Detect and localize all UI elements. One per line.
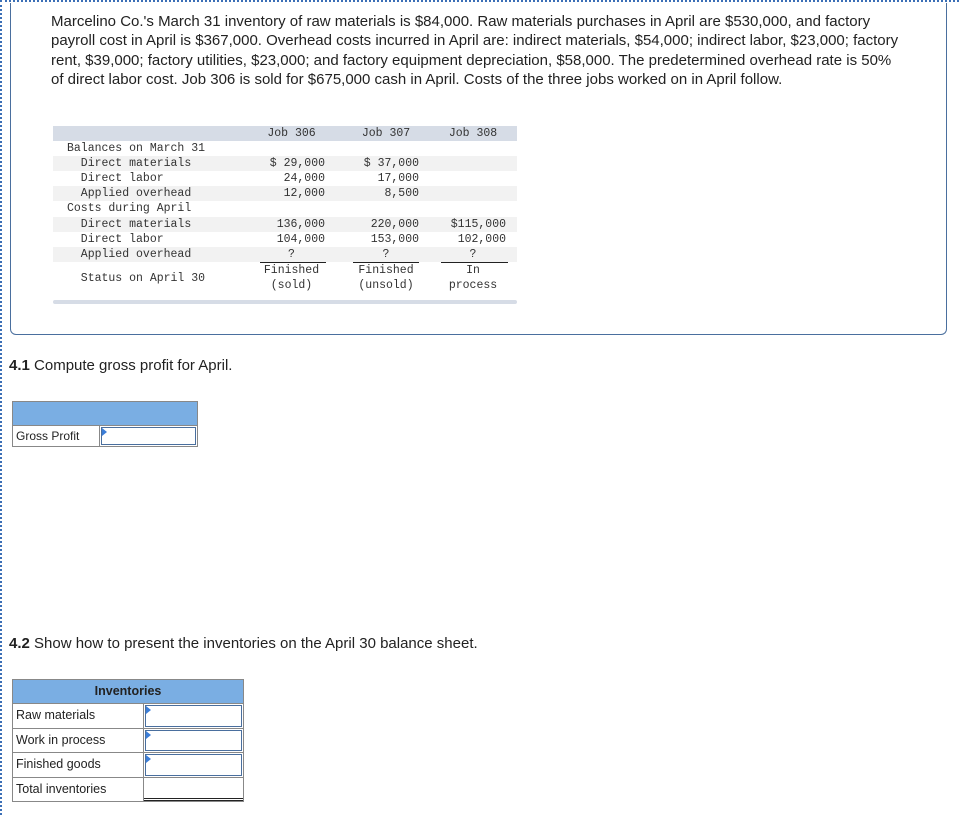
row-label: Applied overhead [67,187,192,201]
question-text: Compute gross profit for April. [29,357,233,374]
job-cost-table [53,126,517,304]
row-label: Direct labor [67,232,164,246]
cell-308: $115,000 [450,217,506,231]
table-row [53,217,517,232]
question-4-2-title [9,635,478,652]
status-307-line1: Finished [358,263,414,277]
section-label: Costs during April [67,202,192,216]
status-306-line2: (sold) [270,278,313,292]
frame-border-top [0,0,959,2]
status-row [53,262,517,296]
section-label: Balances on March 31 [67,142,206,156]
table-row [53,186,517,201]
cell-307: ? [382,247,390,261]
cell-307: 17,000 [377,172,419,186]
table-row [53,156,517,171]
frame-border-left [0,0,2,815]
inventory-row-work-in-process [13,729,243,754]
row-label: Direct materials [67,157,192,171]
gross-profit-label: Gross Profit [13,426,100,446]
total-inventories-value [144,778,243,802]
job-table-header [53,126,517,141]
question-number: 4.2 [9,635,30,652]
input-marker-icon [146,755,151,763]
question-text: Show how to present the inventories on the April 30 balance sheet. [29,635,478,652]
raw-materials-input[interactable] [145,705,242,727]
section-march [53,141,517,156]
table-bottom-bar [53,300,517,304]
table-row [53,232,517,247]
cell-306: 24,000 [283,172,325,186]
input-marker-icon [146,731,151,739]
table-row [53,171,517,186]
table-row [53,247,517,262]
cell-306: 104,000 [276,232,325,246]
row-label: Total inventories [13,778,144,802]
header-job-306: Job 306 [267,127,316,140]
header-job-308: Job 308 [448,127,498,140]
cell-307: $ 37,000 [363,157,419,171]
cell-306: $ 29,000 [269,157,325,171]
inventory-row-total [13,778,243,802]
row-label: Raw materials [13,704,144,728]
cell-307: 8,500 [384,187,419,201]
row-label: Applied overhead [67,247,192,261]
status-306-line1: Finished [263,263,320,277]
input-marker-icon [102,428,107,436]
row-label: Direct labor [67,172,164,186]
cell-308: 102,000 [457,232,506,246]
inventories-header: Inventories [13,680,243,704]
inventories-table [12,679,244,802]
work-in-process-input[interactable] [145,730,242,752]
inventory-row-raw-materials [13,704,243,729]
finished-goods-input[interactable] [145,754,242,776]
gross-profit-row [13,426,197,446]
cell-308: ? [469,247,477,261]
header-job-307: Job 307 [361,127,411,140]
status-307-line2: (unsold) [358,278,414,292]
cell-306: ? [288,247,295,261]
inventory-row-finished-goods [13,753,243,778]
status-308-line1: In [466,263,480,277]
cell-307: 153,000 [370,232,419,246]
row-label: Work in process [13,729,144,753]
gross-profit-table-header [13,402,197,426]
gross-profit-input[interactable] [101,427,196,445]
problem-text: Marcelino Co.'s March 31 inventory of raw materials is $84,000. Raw materials purchases in April are $530,000, and factory payroll cost in April is $367,000. Overhead costs incurred in April are: indirect materials, $54,000; indirect labor, $23,000; factory rent, $39,000; factory utilities, $23,000; and factory equipment depreciation, $58,000. The predetermined overhead rate is 50% of direct labor cost. Job 306 is sold for $675,000 cash in April. Costs of the three jobs worked on in April follow. [51,13,899,89]
input-marker-icon [146,706,151,714]
row-label: Status on April 30 [67,271,206,285]
row-label: Direct materials [67,217,192,231]
cell-306: 136,000 [276,217,325,231]
cell-306: 12,000 [283,187,325,201]
row-label: Finished goods [13,753,144,777]
cell-307: 220,000 [370,217,419,231]
question-number: 4.1 [9,357,30,374]
status-308-line2: process [448,278,498,292]
gross-profit-table [12,401,198,447]
section-april [53,201,517,216]
question-4-1-title [9,357,232,374]
